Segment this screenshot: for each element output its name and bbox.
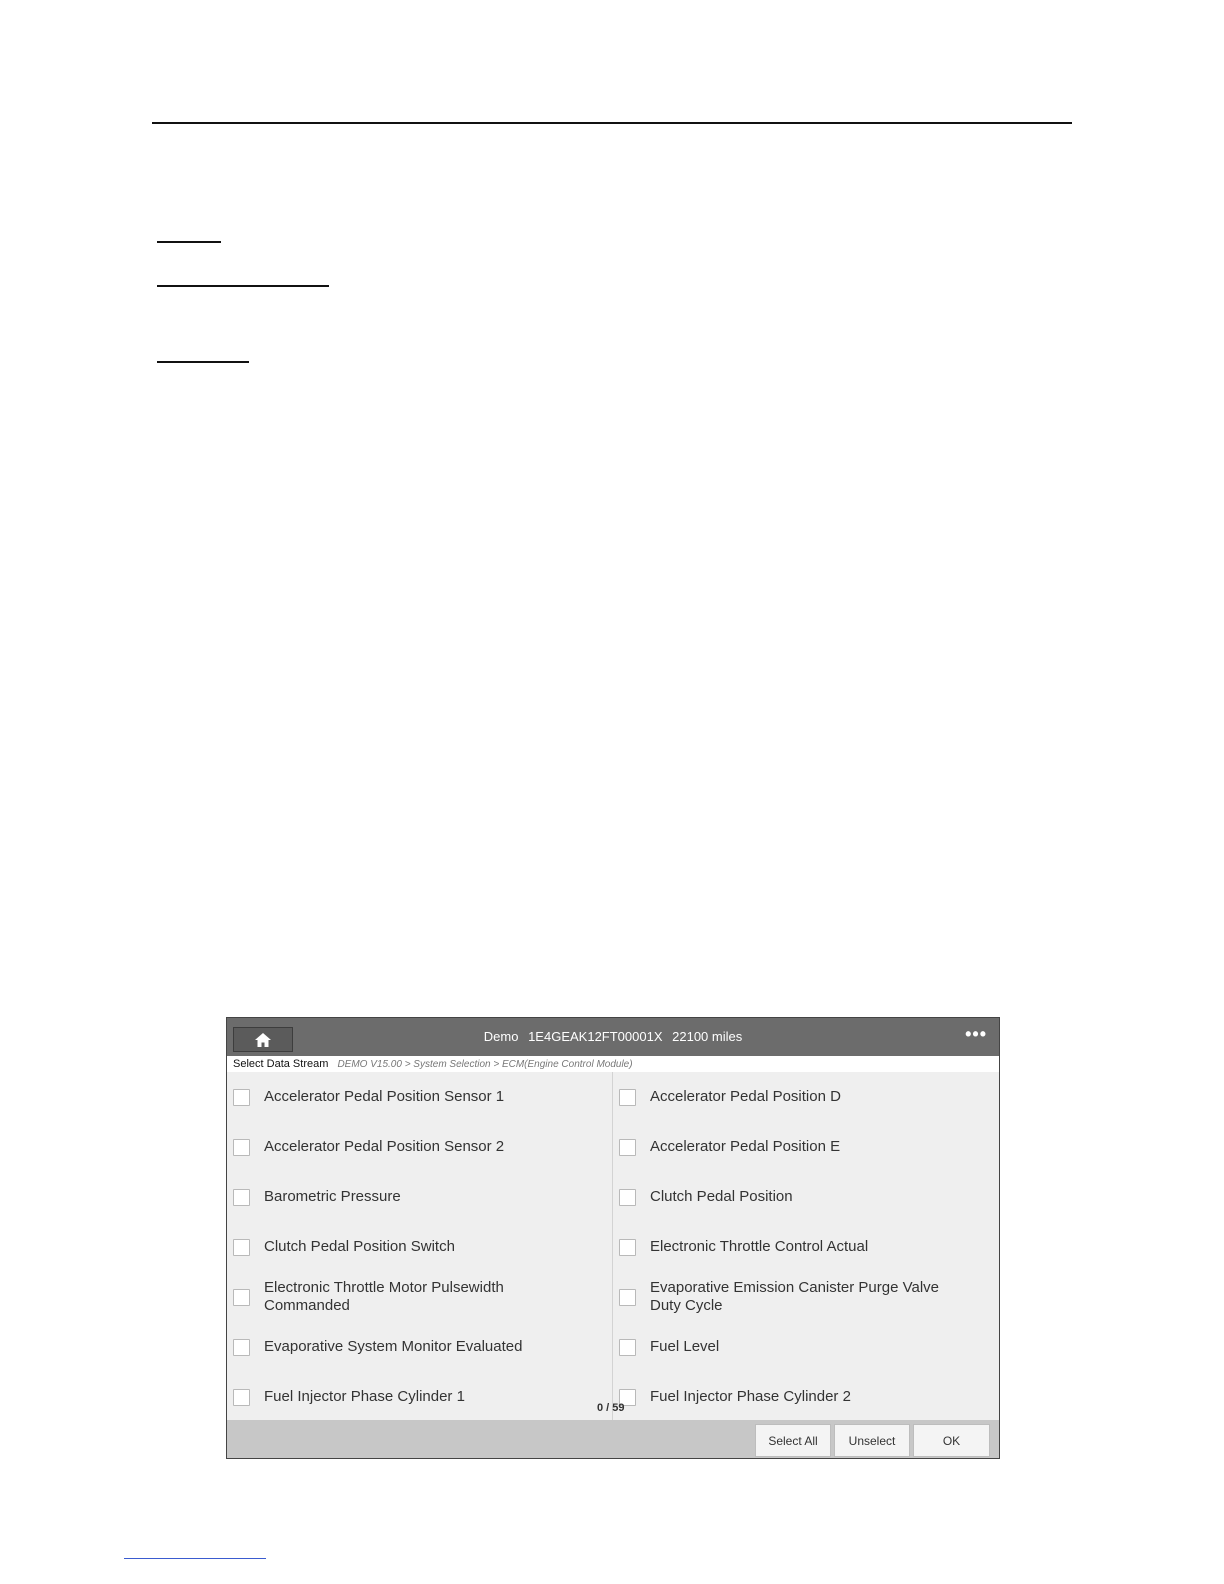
list-item[interactable] [227, 1072, 613, 1122]
checkbox[interactable] [619, 1089, 636, 1106]
item-label: Barometric Pressure [264, 1188, 401, 1205]
vin-label: 1E4GEAK12FT00001X [528, 1029, 663, 1044]
more-options-icon[interactable]: ••• [965, 1024, 987, 1044]
item-label: Clutch Pedal Position [650, 1188, 793, 1205]
item-label: Fuel Level [650, 1338, 720, 1355]
bottom-toolbar [227, 1420, 999, 1458]
list-item[interactable] [613, 1172, 999, 1222]
header-rule [152, 122, 1072, 124]
select-all-button[interactable]: Select All [755, 1424, 831, 1457]
data-stream-list [227, 1072, 999, 1422]
list-item[interactable] [227, 1172, 613, 1222]
item-label: Evaporative System Monitor Evaluated [264, 1338, 523, 1355]
list-row [227, 1172, 999, 1222]
unselect-button[interactable]: Unselect [834, 1424, 910, 1457]
checkbox[interactable] [619, 1289, 636, 1306]
checkbox[interactable] [233, 1239, 250, 1256]
item-label: Accelerator Pedal Position D [650, 1088, 841, 1105]
item-label: Accelerator Pedal Position Sensor 1 [264, 1088, 505, 1105]
list-row [227, 1272, 999, 1322]
item-label: Electronic Throttle Motor Pulsewidth Commanded [264, 1279, 504, 1314]
item-label: Electronic Throttle Control Actual [650, 1238, 869, 1255]
item-label: Accelerator Pedal Position Sensor 2 [264, 1138, 505, 1155]
footer-link-underline [124, 1558, 266, 1559]
list-item[interactable] [613, 1322, 999, 1372]
item-label: Accelerator Pedal Position E [650, 1138, 841, 1155]
list-row [227, 1072, 999, 1122]
list-item[interactable] [613, 1222, 999, 1272]
item-label: Fuel Injector Phase Cylinder 2 [650, 1388, 851, 1405]
list-item[interactable] [613, 1372, 999, 1422]
checkbox[interactable] [233, 1339, 250, 1356]
checkbox[interactable] [619, 1239, 636, 1256]
item-label: Fuel Injector Phase Cylinder 1 [264, 1388, 465, 1405]
item-label: Clutch Pedal Position Switch [264, 1238, 455, 1255]
breadcrumb-path: DEMO V15.00 > System Selection > ECM(Engine Control Module) [337, 1059, 633, 1070]
list-row [227, 1222, 999, 1272]
breadcrumb [227, 1056, 999, 1072]
list-item[interactable] [227, 1372, 613, 1422]
list-item[interactable] [613, 1122, 999, 1172]
checkbox[interactable] [233, 1389, 250, 1406]
underline-blank-1 [157, 241, 221, 243]
list-row [227, 1322, 999, 1372]
list-item[interactable] [227, 1322, 613, 1372]
underline-blank-3 [157, 361, 249, 363]
ok-button[interactable]: OK [913, 1424, 990, 1457]
list-row [227, 1122, 999, 1172]
list-item[interactable] [613, 1072, 999, 1122]
checkbox[interactable] [619, 1189, 636, 1206]
list-item[interactable] [227, 1222, 613, 1272]
list-item[interactable] [227, 1122, 613, 1172]
vehicle-info [227, 1029, 999, 1044]
list-item[interactable] [227, 1272, 613, 1322]
checkbox[interactable] [233, 1089, 250, 1106]
checkbox[interactable] [233, 1289, 250, 1306]
breadcrumb-title: Select Data Stream [233, 1058, 329, 1070]
list-row [227, 1372, 999, 1422]
title-bar [227, 1018, 999, 1056]
item-label: Evaporative Emission Canister Purge Valve Duty Cycle [650, 1279, 940, 1314]
mileage-label: 22100 miles [672, 1029, 743, 1044]
checkbox[interactable] [233, 1139, 250, 1156]
underline-blank-2 [157, 285, 329, 287]
checkbox[interactable] [619, 1139, 636, 1156]
app-screenshot [226, 1017, 1000, 1459]
selection-counter: 0 / 59 [597, 1402, 625, 1414]
mode-label: Demo [483, 1029, 519, 1044]
checkbox[interactable] [233, 1189, 250, 1206]
list-item[interactable] [613, 1272, 999, 1322]
checkbox[interactable] [619, 1339, 636, 1356]
